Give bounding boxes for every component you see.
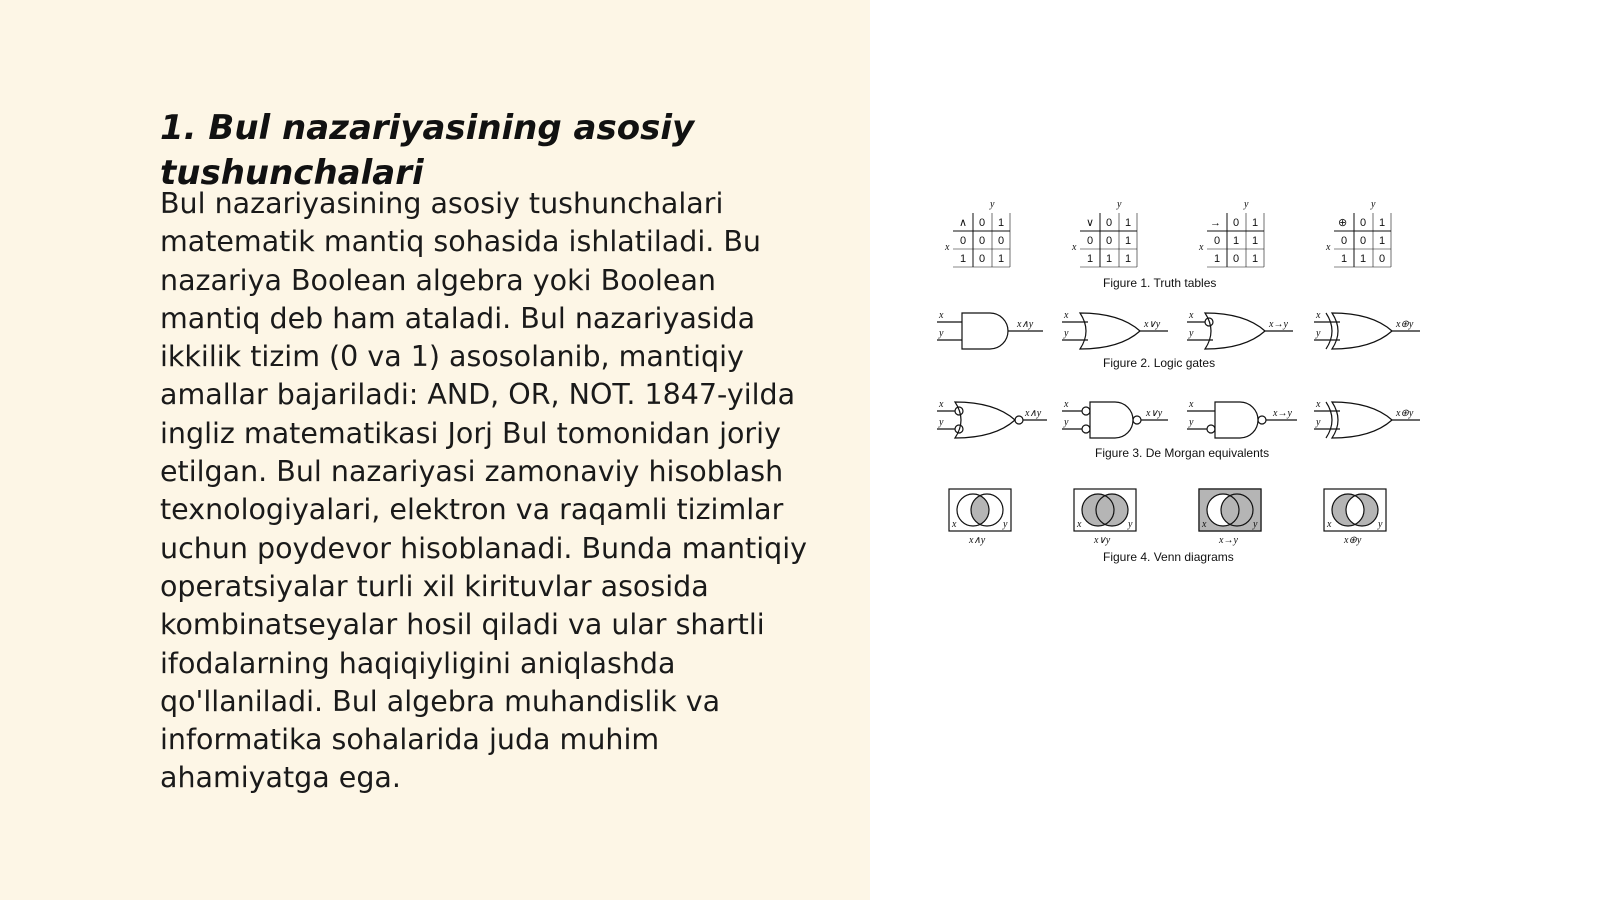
gate-output-label: x∧y	[1017, 319, 1034, 330]
table-cell: 1	[1252, 253, 1259, 265]
row-bit: 0	[1341, 235, 1348, 247]
table-cell: 1	[1379, 235, 1386, 247]
input-x-label: x	[939, 399, 944, 410]
table-cell: 0	[1233, 253, 1240, 265]
venn-label: x→y	[1219, 535, 1238, 546]
gate-output-label: x⊕y	[1396, 319, 1414, 330]
truth-table-and	[944, 199, 1010, 267]
table-cell: 0	[979, 253, 986, 265]
truth-table-xor	[1325, 199, 1391, 267]
header-bit: 0	[979, 217, 986, 229]
gate-output-label: x∨y	[1146, 408, 1163, 419]
table-cell: 1	[1360, 253, 1367, 265]
de-morgan-and-icon	[937, 399, 1047, 438]
table-cell: 1	[1125, 235, 1132, 247]
header-bit: 0	[1106, 217, 1113, 229]
logic-gates	[937, 310, 1420, 370]
figure-caption: Figure 4. Venn diagrams	[1103, 550, 1234, 564]
table-cell: 0	[1379, 253, 1386, 265]
header-bit: 1	[998, 217, 1005, 229]
var-y-label: y	[1244, 199, 1249, 210]
input-x-label: x	[1064, 310, 1069, 321]
input-y-label: y	[1189, 328, 1194, 339]
header-bit: 0	[1233, 217, 1240, 229]
row-bit: 1	[1087, 253, 1094, 265]
and-gate-icon	[937, 310, 1043, 349]
venn-label: x⊕y	[1344, 535, 1362, 546]
set-y-label: y	[1003, 519, 1008, 530]
gate-output-label: x⊕y	[1396, 408, 1414, 419]
figure-caption: Figure 3. De Morgan equivalents	[1095, 446, 1270, 460]
slide-title: 1. Bul nazariyasining asosiy tushunchalari	[160, 108, 695, 193]
venn-or-icon	[1074, 489, 1136, 546]
truth-table-implies	[1198, 199, 1264, 267]
table-cell: 1	[1125, 253, 1132, 265]
input-x-label: x	[1316, 310, 1321, 321]
var-x-label: x	[945, 242, 950, 253]
table-cell: 1	[1106, 253, 1113, 265]
de-morgan-gates	[937, 399, 1420, 460]
gate-output-label: x∨y	[1144, 319, 1161, 330]
input-y-label: y	[1316, 328, 1321, 339]
de-morgan-or-icon	[1062, 399, 1168, 438]
var-x-label: x	[1326, 242, 1331, 253]
figure-caption: Figure 1. Truth tables	[1103, 276, 1217, 290]
slide-body-text: Bul nazariyasining asosiy tushunchalari matematik mantiq sohasida ishlatiladi. Bu nazariya Boolean algebra yoki Boolean mantiq deb ham ataladi. Bul nazariyasida ikkilik tizim (0 va 1) asosolanib, mantiqiy amallar bajariladi: AND, OR, NOT. 1847-yilda ingliz matematikasi Jorj Bul tomonidan joriy etilgan. Bul nazariyasi zamonaviy hisoblash texnologiyalari, elektron va raqamli tizimlar uchun poydevor hisoblanadi. Bunda mantiqiy operatsiyalar turli xil kirituvlar asosida kombinatseyalar hosil qiladi va ular shartli ifodalarning haqiqiyligini aniqlashda qo'llaniladi. Bul algebra muhandislik va informatika sohalarida juda muhim ahamiyatga ega.	[160, 187, 808, 795]
truth-table-or	[1071, 199, 1137, 267]
venn-xor-icon	[1324, 489, 1386, 546]
set-y-label: y	[1128, 519, 1133, 530]
input-y-label: y	[939, 417, 944, 428]
op-symbol: →	[1210, 217, 1221, 229]
or-gate-icon	[1062, 310, 1168, 349]
table-cell: 1	[1233, 235, 1240, 247]
input-y-label: y	[1064, 417, 1069, 428]
row-bit: 1	[960, 253, 967, 265]
de-morgan-implication-icon	[1187, 399, 1297, 438]
venn-implication-icon	[1199, 489, 1261, 546]
venn-label: x∧y	[969, 535, 986, 546]
op-symbol: ∧	[959, 217, 968, 229]
input-y-label: y	[1189, 417, 1194, 428]
table-cell: 1	[998, 253, 1005, 265]
var-y-label: y	[990, 199, 995, 210]
gate-output-label: x→y	[1269, 319, 1288, 330]
input-y-label: y	[1064, 328, 1069, 339]
gate-output-label: x→y	[1273, 408, 1292, 419]
truth-tables	[944, 199, 1391, 290]
header-bit: 1	[1252, 217, 1259, 229]
row-bit: 1	[1214, 253, 1221, 265]
var-y-label: y	[1117, 199, 1122, 210]
header-bit: 1	[1125, 217, 1132, 229]
op-symbol: ∨	[1086, 217, 1095, 229]
op-symbol: ⊕	[1338, 217, 1348, 229]
set-x-label: x	[952, 519, 957, 530]
var-x-label: x	[1072, 242, 1077, 253]
venn-diagrams	[949, 489, 1386, 564]
set-x-label: x	[1202, 519, 1207, 530]
xor-gate-icon	[1314, 310, 1420, 349]
input-x-label: x	[1064, 399, 1069, 410]
set-x-label: x	[1077, 519, 1082, 530]
set-x-label: x	[1327, 519, 1332, 530]
table-cell: 0	[1106, 235, 1113, 247]
venn-label: x∨y	[1094, 535, 1111, 546]
venn-and-icon	[949, 489, 1011, 546]
row-bit: 0	[960, 235, 967, 247]
input-y-label: y	[939, 328, 944, 339]
var-y-label: y	[1371, 199, 1376, 210]
input-x-label: x	[1189, 310, 1194, 321]
header-bit: 1	[1379, 217, 1386, 229]
input-x-label: x	[939, 310, 944, 321]
input-y-label: y	[1316, 417, 1321, 428]
set-y-label: y	[1378, 519, 1383, 530]
boolean-logic-figure	[935, 195, 1455, 585]
set-y-label: y	[1253, 519, 1258, 530]
row-bit: 0	[1214, 235, 1221, 247]
row-bit: 0	[1087, 235, 1094, 247]
de-morgan-xor-icon	[1314, 399, 1420, 438]
row-bit: 1	[1341, 253, 1348, 265]
table-cell: 1	[1252, 235, 1259, 247]
var-x-label: x	[1199, 242, 1204, 253]
gate-output-label: x∧y	[1025, 408, 1042, 419]
input-x-label: x	[1316, 399, 1321, 410]
input-x-label: x	[1189, 399, 1194, 410]
implication-gate-icon	[1187, 310, 1293, 349]
table-cell: 0	[1360, 235, 1367, 247]
table-cell: 0	[979, 235, 986, 247]
figure-caption: Figure 2. Logic gates	[1103, 356, 1216, 370]
table-cell: 0	[998, 235, 1005, 247]
header-bit: 0	[1360, 217, 1367, 229]
